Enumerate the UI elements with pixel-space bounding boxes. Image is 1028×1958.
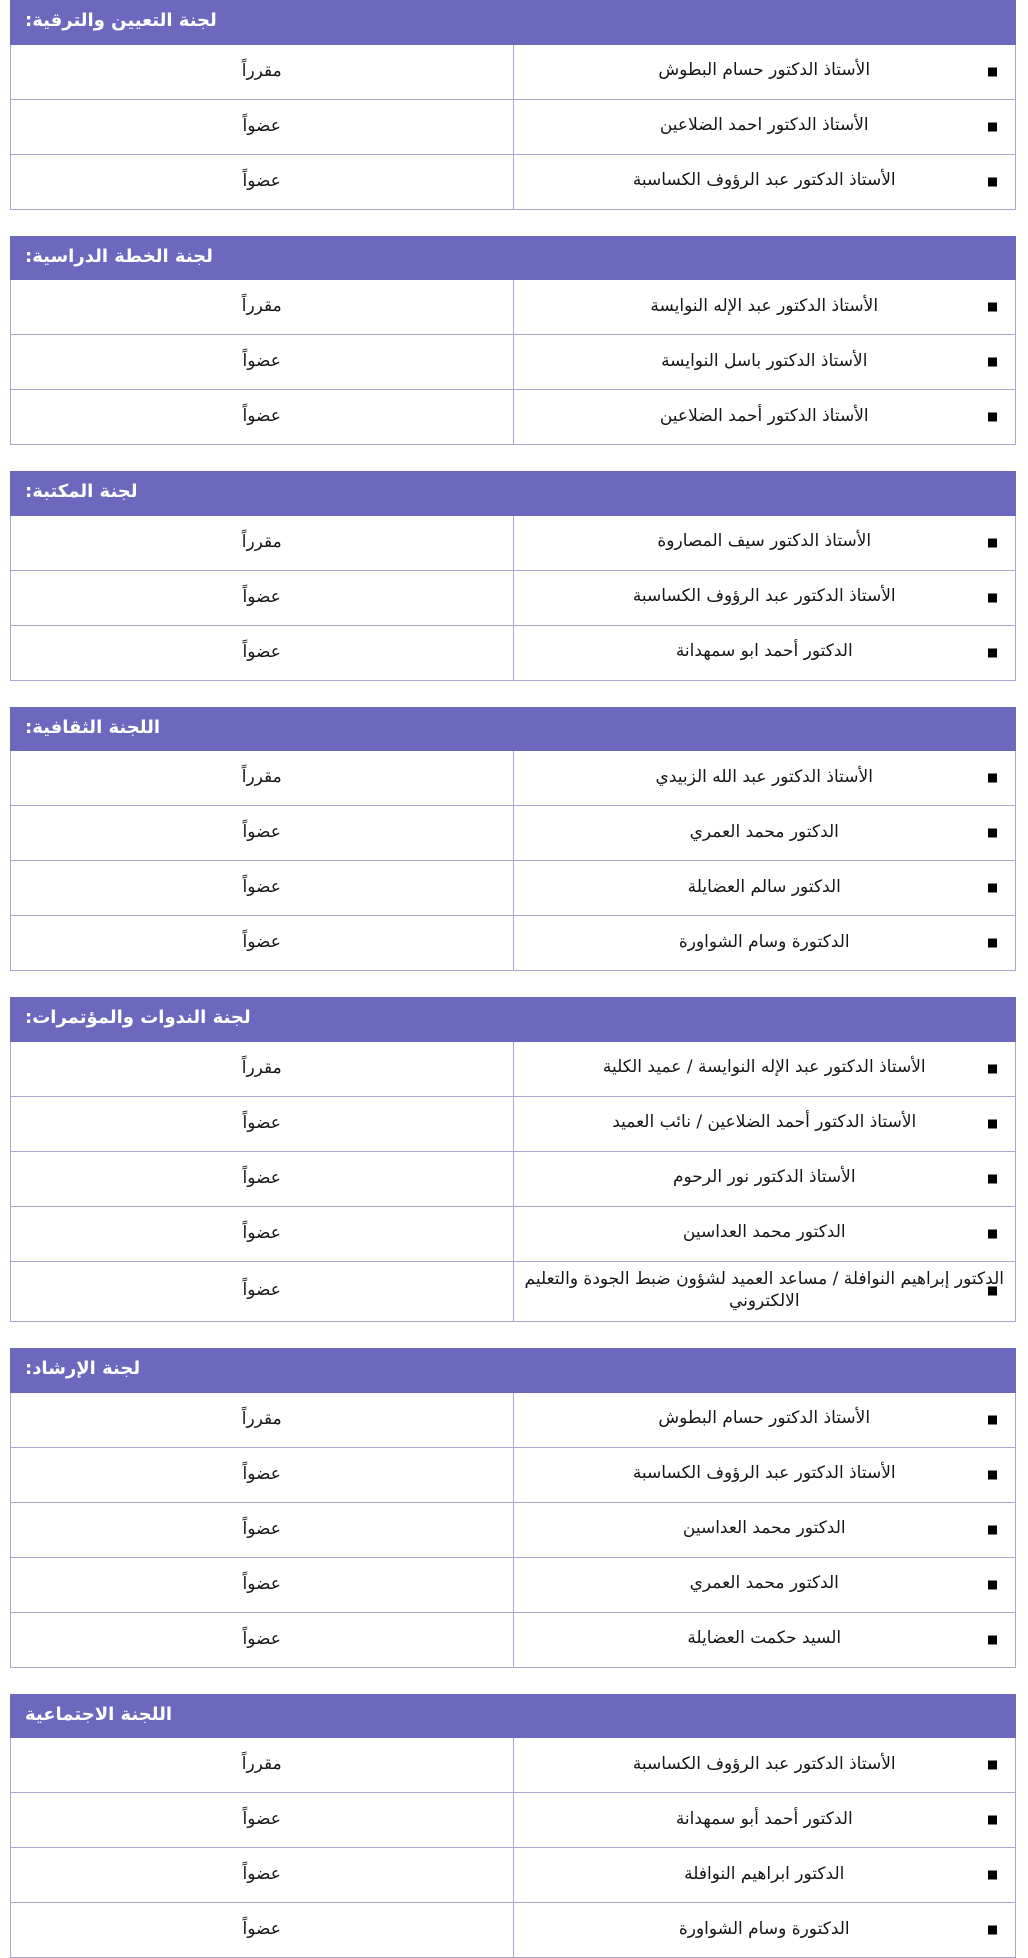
member-name-cell xyxy=(513,1612,1016,1667)
member-role: عضواً xyxy=(11,1151,514,1206)
table-row xyxy=(11,1612,1016,1667)
bullet-square-icon xyxy=(988,939,997,948)
bullet-square-icon xyxy=(988,1174,997,1183)
member-role: مقرراً xyxy=(11,1738,514,1793)
table-row xyxy=(11,861,1016,916)
member-role: مقرراً xyxy=(11,1041,514,1096)
member-name-cell xyxy=(513,570,1016,625)
member-name: الدكتورة وسام الشواورة xyxy=(678,1918,850,1939)
committee-header-row xyxy=(11,1,1016,45)
member-name-cell xyxy=(513,1392,1016,1447)
member-role: عضواً xyxy=(11,1612,514,1667)
member-name: الدكتور أحمد أبو سمهدانة xyxy=(675,1808,853,1829)
member-name: السيد حكمت العضايلة xyxy=(687,1628,842,1649)
member-name: الدكتور محمد العداسين xyxy=(682,1222,846,1243)
table-row xyxy=(11,1903,1016,1958)
member-role: عضواً xyxy=(11,1261,514,1322)
member-name-cell xyxy=(513,154,1016,209)
table-row xyxy=(11,280,1016,335)
table-row xyxy=(11,99,1016,154)
member-role: عضواً xyxy=(11,390,514,445)
member-name-cell xyxy=(513,1903,1016,1958)
member-role: عضواً xyxy=(11,99,514,154)
table-row xyxy=(11,154,1016,209)
table-row xyxy=(11,1557,1016,1612)
table-row xyxy=(11,44,1016,99)
bullet-square-icon xyxy=(988,1525,997,1534)
committee-table xyxy=(10,1348,1016,1668)
committee-title: اللجنة الثقافية: xyxy=(11,707,1016,751)
table-row xyxy=(11,1738,1016,1793)
bullet-square-icon xyxy=(988,774,997,783)
committee-block xyxy=(10,707,1016,972)
member-name: الأستاذ الدكتور سيف المصاروة xyxy=(657,531,872,552)
committee-header-row xyxy=(11,1349,1016,1393)
committee-table xyxy=(10,471,1016,681)
table-row xyxy=(11,1041,1016,1096)
member-name: الدكتور أحمد ابو سمهدانة xyxy=(675,641,853,662)
member-name-cell xyxy=(513,1041,1016,1096)
member-name-cell xyxy=(513,1261,1016,1322)
member-name: الأستاذ الدكتور أحمد الضلاعين / نائب العميد xyxy=(612,1112,917,1133)
member-role: عضواً xyxy=(11,1096,514,1151)
member-name-cell xyxy=(513,44,1016,99)
member-role: عضواً xyxy=(11,806,514,861)
table-row xyxy=(11,1848,1016,1903)
member-name-cell xyxy=(513,1502,1016,1557)
member-name-cell xyxy=(513,1447,1016,1502)
table-row xyxy=(11,916,1016,971)
table-row xyxy=(11,570,1016,625)
bullet-square-icon xyxy=(988,1635,997,1644)
member-name: الدكتور محمد العمري xyxy=(689,821,839,842)
bullet-square-icon xyxy=(988,538,997,547)
bullet-square-icon xyxy=(988,1229,997,1238)
member-role: مقرراً xyxy=(11,515,514,570)
member-name: الدكتورة وسام الشواورة xyxy=(678,931,850,952)
committee-title: اللجنة الاجتماعية xyxy=(11,1694,1016,1738)
bullet-square-icon xyxy=(988,829,997,838)
member-name-cell xyxy=(513,1557,1016,1612)
member-name: الأستاذ الدكتور عبد الرؤوف الكساسبة xyxy=(632,1753,896,1774)
member-role: عضواً xyxy=(11,1903,514,1958)
member-name: الدكتور إبراهيم النوافلة / مساعد العميد لشؤون ضبط الجودة والتعليم الالكتروني xyxy=(524,1268,1004,1312)
member-role: عضواً xyxy=(11,1557,514,1612)
bullet-square-icon xyxy=(988,1064,997,1073)
committee-table xyxy=(10,707,1016,972)
member-name-cell xyxy=(513,1206,1016,1261)
member-name: الأستاذ الدكتور عبد الرؤوف الكساسبة xyxy=(632,1463,896,1484)
member-name-cell xyxy=(513,916,1016,971)
table-row xyxy=(11,1447,1016,1502)
member-role: عضواً xyxy=(11,154,514,209)
table-row xyxy=(11,1096,1016,1151)
bullet-square-icon xyxy=(988,884,997,893)
member-name: الدكتور محمد العمري xyxy=(689,1573,839,1594)
member-role: عضواً xyxy=(11,1793,514,1848)
committee-header-row xyxy=(11,472,1016,516)
table-row xyxy=(11,515,1016,570)
member-role: عضواً xyxy=(11,1502,514,1557)
table-row xyxy=(11,390,1016,445)
bullet-square-icon xyxy=(988,303,997,312)
member-name: الأستاذ الدكتور باسل النوايسة xyxy=(661,350,868,371)
member-name-cell xyxy=(513,625,1016,680)
bullet-square-icon xyxy=(988,358,997,367)
bullet-square-icon xyxy=(988,177,997,186)
member-name: الأستاذ الدكتور عبد الإله النوايسة xyxy=(650,295,879,316)
committee-block xyxy=(10,1348,1016,1668)
table-row xyxy=(11,625,1016,680)
member-role: مقرراً xyxy=(11,1392,514,1447)
member-name: الأستاذ الدكتور عبد الرؤوف الكساسبة xyxy=(632,586,896,607)
member-role: مقرراً xyxy=(11,280,514,335)
committee-title: لجنة الندوات والمؤتمرات: xyxy=(11,998,1016,1042)
member-role: عضواً xyxy=(11,1848,514,1903)
member-name-cell xyxy=(513,1848,1016,1903)
member-name-cell xyxy=(513,806,1016,861)
member-name: الأستاذ الدكتور أحمد الضلاعين xyxy=(659,405,869,426)
bullet-square-icon xyxy=(988,413,997,422)
bullet-square-icon xyxy=(988,1761,997,1770)
bullet-square-icon xyxy=(988,1926,997,1935)
committee-header-row xyxy=(11,236,1016,280)
member-name: الأستاذ الدكتور حسام البطوش xyxy=(658,60,871,81)
bullet-square-icon xyxy=(988,1871,997,1880)
committee-block xyxy=(10,236,1016,446)
committee-title: لجنة الخطة الدراسية: xyxy=(11,236,1016,280)
committee-block xyxy=(10,1694,1016,1958)
committee-table xyxy=(10,236,1016,446)
bullet-square-icon xyxy=(988,1816,997,1825)
committee-block xyxy=(10,471,1016,681)
member-name-cell xyxy=(513,1793,1016,1848)
member-name: الأستاذ الدكتور عبد الله الزبيدي xyxy=(655,766,873,787)
bullet-square-icon xyxy=(988,1415,997,1424)
member-name-cell xyxy=(513,99,1016,154)
committee-header-row xyxy=(11,998,1016,1042)
bullet-square-icon xyxy=(988,648,997,657)
member-name: الدكتور محمد العداسين xyxy=(682,1518,846,1539)
bullet-square-icon xyxy=(988,1119,997,1128)
member-name: الأستاذ الدكتور عبد الرؤوف الكساسبة xyxy=(632,170,896,191)
member-name: الدكتور ابراهيم النوافلة xyxy=(684,1863,845,1884)
table-row xyxy=(11,1502,1016,1557)
committee-table xyxy=(10,0,1016,210)
table-row xyxy=(11,1261,1016,1322)
member-name: الأستاذ الدكتور حسام البطوش xyxy=(658,1408,871,1429)
member-name-cell xyxy=(513,280,1016,335)
member-name-cell xyxy=(513,335,1016,390)
committee-title: لجنة الإرشاد: xyxy=(11,1349,1016,1393)
member-role: عضواً xyxy=(11,1206,514,1261)
committee-header-row xyxy=(11,1694,1016,1738)
member-name: الأستاذ الدكتور احمد الضلاعين xyxy=(659,115,869,136)
member-name-cell xyxy=(513,1151,1016,1206)
bullet-square-icon xyxy=(988,593,997,602)
table-row xyxy=(11,806,1016,861)
table-row xyxy=(11,751,1016,806)
table-row xyxy=(11,1392,1016,1447)
member-name-cell xyxy=(513,515,1016,570)
member-role: عضواً xyxy=(11,335,514,390)
committee-table xyxy=(10,997,1016,1322)
table-row xyxy=(11,1151,1016,1206)
member-name: الأستاذ الدكتور نور الرحوم xyxy=(672,1167,856,1188)
member-role: عضواً xyxy=(11,916,514,971)
member-name-cell xyxy=(513,390,1016,445)
table-row xyxy=(11,1793,1016,1848)
committee-title: لجنة المكتبة: xyxy=(11,472,1016,516)
member-name-cell xyxy=(513,751,1016,806)
table-row xyxy=(11,1206,1016,1261)
member-name: الدكتور سالم العضايلة xyxy=(687,876,841,897)
bullet-square-icon xyxy=(988,67,997,76)
bullet-square-icon xyxy=(988,1470,997,1479)
member-role: مقرراً xyxy=(11,751,514,806)
member-role: عضواً xyxy=(11,861,514,916)
member-role: عضواً xyxy=(11,570,514,625)
member-name-cell xyxy=(513,861,1016,916)
member-name-cell xyxy=(513,1096,1016,1151)
committee-block xyxy=(10,0,1016,210)
table-row xyxy=(11,335,1016,390)
member-role: مقرراً xyxy=(11,44,514,99)
committee-table xyxy=(10,1694,1016,1958)
member-role: عضواً xyxy=(11,1447,514,1502)
committee-title: لجنة التعيين والترقية: xyxy=(11,1,1016,45)
committee-header-row xyxy=(11,707,1016,751)
member-name-cell xyxy=(513,1738,1016,1793)
committee-block xyxy=(10,997,1016,1322)
member-name: الأستاذ الدكتور عبد الإله النوايسة / عميد الكلية xyxy=(602,1057,926,1078)
bullet-square-icon xyxy=(988,122,997,131)
member-role: عضواً xyxy=(11,625,514,680)
bullet-square-icon xyxy=(988,1580,997,1589)
